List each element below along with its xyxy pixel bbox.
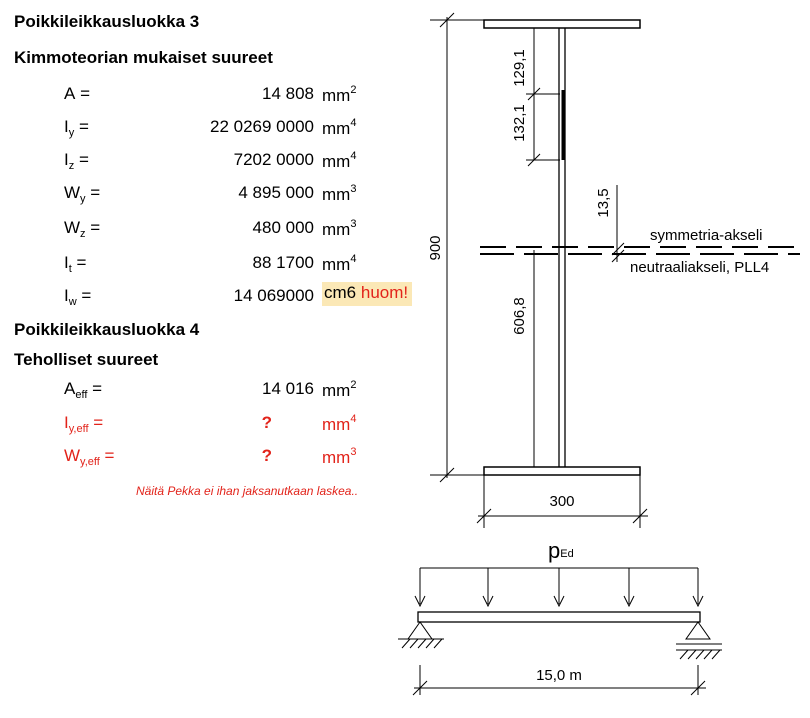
class3-subheading: Kimmoteorian mukaiset suureet [14,48,273,67]
unit: mm [322,119,351,138]
right-roller-support [676,622,722,659]
load-symbol-subscript: Ed [560,548,574,560]
class4-heading: Poikkileikkausluokka 4 [14,320,200,339]
unit: mm [322,220,351,239]
property-value: 7202 0000 [233,150,314,169]
unit-exponent: 3 [350,183,357,195]
symbol-subscript: z [68,160,75,172]
symbol: I [64,286,69,305]
warning-flag: huom! [360,283,409,302]
symbol-subscript: y [68,127,75,139]
property-value: 4 895 000 [238,183,314,202]
symbol-subscript: w [68,296,77,308]
unit: cm6 [324,283,357,302]
symbol: I [64,117,69,136]
dim-mid-label: 132,1 [511,104,528,142]
unknown-value: ? [261,446,272,465]
equals-sign: = [71,253,87,272]
equals-sign: = [74,117,89,136]
unit-exponent: 4 [350,413,357,425]
neutral-axis-label: neutraaliakseli, PLL4 [630,259,770,276]
symbol: W [64,218,81,237]
equals-sign: = [74,150,89,169]
equals-sign: = [75,84,90,103]
equals-sign: = [85,183,101,202]
beam [418,612,700,622]
unit-exponent: 3 [350,446,357,458]
distributed-load [415,568,703,606]
property-value: 14 069000 [233,286,314,305]
unit: mm [322,415,351,434]
property-value: 480 000 [252,218,314,237]
unit-exponent: 4 [350,117,357,129]
unknown-value: ? [261,413,272,432]
equals-sign: = [88,413,104,432]
symbol: W [64,446,81,465]
unit-exponent: 4 [350,253,357,265]
symbol: I [64,150,69,169]
unit: mm [322,448,351,467]
symbol-subscript: y,eff [80,456,100,468]
shift-dimension [612,185,624,262]
property-value: 14 808 [262,84,314,103]
symbol: I [64,413,69,432]
class3-heading: Poikkileikkausluokka 3 [14,12,200,31]
symbol-subscript: eff [75,389,88,401]
unit-exponent: 2 [350,379,357,391]
load-symbol-letter: p [548,538,561,563]
unit-exponent: 3 [350,218,357,230]
unit-exponent: 2 [350,84,357,96]
unit: mm [322,255,351,274]
dim-shift-label: 13,5 [595,188,612,218]
load-symbol [548,538,574,563]
unit: mm [322,86,351,105]
symbol: A [64,84,76,103]
left-pin-support [398,622,444,648]
unit: mm [322,185,351,204]
unit: mm [322,381,351,400]
span-label: 15,0 m [536,667,582,684]
dim-top-label: 129,1 [511,49,528,87]
equals-sign: = [99,446,115,465]
symbol-subscript: t [68,263,72,275]
height-label: 900 [427,235,444,261]
symbol-subscript: y,eff [68,423,89,435]
unit-exponent: 4 [350,150,357,162]
dim-bottom-label: 606,8 [511,297,528,335]
symbol: W [64,183,81,202]
symmetry-axis-label: symmetria-akseli [650,227,763,244]
bottom-flange [484,467,640,475]
width-label: 300 [549,493,575,510]
symbol: A [64,379,76,398]
red-note: Näitä Pekka ei ihan jaksanutkaan laskea.. [136,484,359,498]
equals-sign: = [85,218,101,237]
equals-sign: = [76,286,92,305]
property-value: 22 0269 0000 [210,117,314,136]
top-flange [484,20,640,28]
symbol: I [64,253,69,272]
equals-sign: = [87,379,103,398]
class4-subheading: Teholliset suureet [14,350,159,369]
symbol-subscript: z [80,228,86,240]
unit: mm [322,152,351,171]
symbol-subscript: y [80,193,86,205]
property-value: 14 016 [262,379,314,398]
property-value: 88 1700 [252,253,314,272]
